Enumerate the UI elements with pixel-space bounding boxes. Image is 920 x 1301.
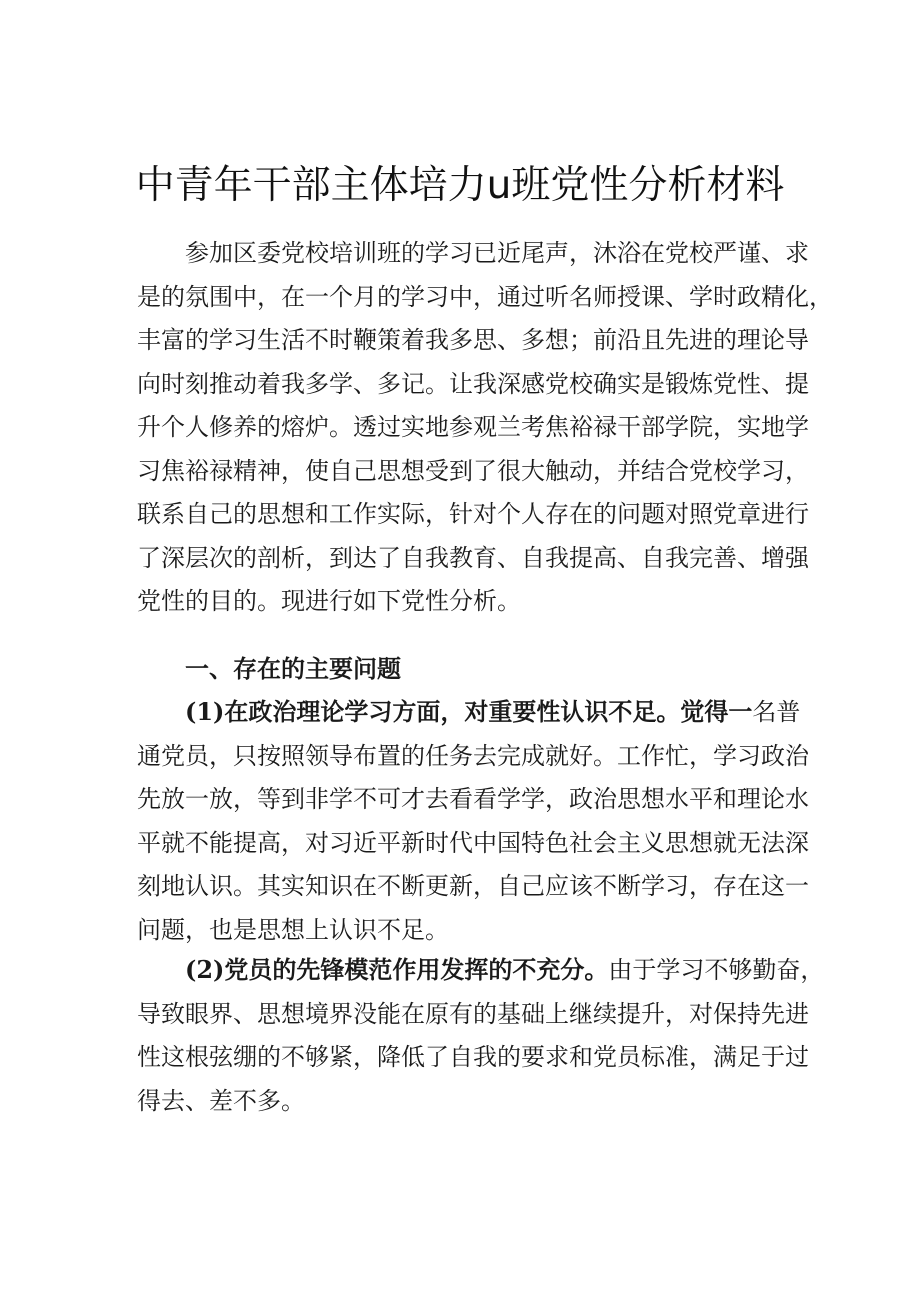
intro-paragraph <box>137 232 833 624</box>
item-1-line-6: 问题，也是思想上认识不足。 <box>137 915 449 944</box>
item-1-line-3: 先放一放，等到非学不可才去看看学学，政治思想水平和理论水 <box>137 785 809 813</box>
intro-line-3: 丰富的学习生活不时鞭策着我多思、多想；前沿且先进的理论导 <box>137 326 809 354</box>
item-2-bold-lead: (2)党员的先锋模范作用发挥的不充分。 <box>185 955 609 984</box>
item-1-first-rest: 名普 <box>752 698 801 726</box>
item-2-first-line <box>137 948 825 993</box>
intro-line-2: 是的氛围中，在一个月的学习中，通过听名师授课、学时政精化， <box>137 282 833 311</box>
item-1-bold-lead: (1)在政治理论学习方面，对重要性认识不足。觉得一 <box>185 697 753 726</box>
item-1-first-line <box>137 690 801 735</box>
item-2-first-rest: 由于学习不够勤奋， <box>608 956 825 984</box>
intro-line-1: 参加区委党校培训班的学习已近尾声，沐浴在党校严谨、求 <box>185 239 809 267</box>
item-2-line-3: 性这根弦绷的不够紧，降低了自我的要求和党员标准，满足于过 <box>137 1043 809 1071</box>
section-heading-wrap <box>137 647 792 691</box>
intro-line-6: 习焦裕禄精神，使自己思想受到了很大触动，并结合党校学习， <box>137 456 809 485</box>
intro-line-4: 向时刻推动着我多学、多记。让我深感党校确实是锻炼党性、提 <box>137 369 809 398</box>
item-1-line-5: 刻地认识。其实知识在不断更新，自己应该不断学习，存在这一 <box>137 872 809 900</box>
item-2-line-2: 导致眼界、思想境界没能在原有的基础上继续提升，对保持先进 <box>137 999 809 1028</box>
document-title: 中青年干部主体培力u班党性分析材料 <box>135 163 785 208</box>
item-1-paragraph <box>137 690 809 952</box>
item-1-line-4: 平就不能提高，对习近平新时代中国特色社会主义思想就无法深 <box>137 828 809 857</box>
intro-line-7: 联系自己的思想和工作实际，针对个人存在的问题对照党章进行 <box>137 500 809 528</box>
intro-line-8: 了深层次的剖析，到达了自我教育、自我提高、自我完善、增强 <box>137 543 809 572</box>
item-1-line-2: 通党员，只按照领导布置的任务去完成就好。工作忙，学习政治 <box>137 741 809 770</box>
intro-line-9: 党性的目的。现进行如下党性分析。 <box>137 587 521 615</box>
item-2-paragraph <box>137 948 825 1123</box>
intro-line-5: 升个人修养的熔炉。透过实地参观兰考焦裕禄干部学院，实地学 <box>137 413 809 441</box>
section-heading: 一、存在的主要问题 <box>185 654 401 683</box>
item-2-line-4: 得去、差不多。 <box>137 1086 305 1115</box>
